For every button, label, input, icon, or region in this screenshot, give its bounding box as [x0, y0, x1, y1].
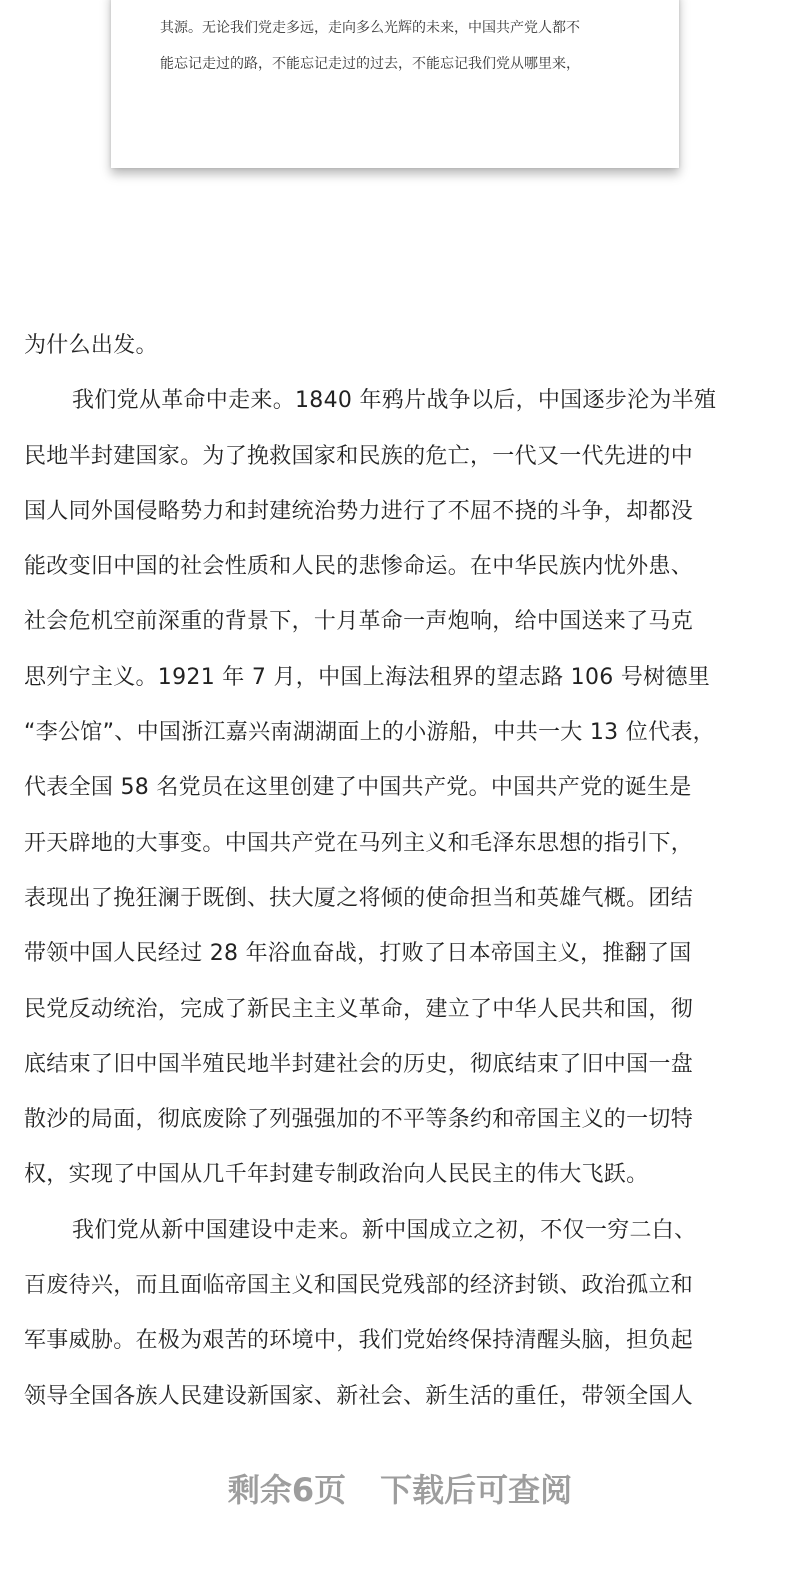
body-line: 散沙的局面，彻底废除了列强强加的不平等条约和帝国主义的一切特	[24, 1107, 694, 1133]
preview-line-2: 能忘记走过的路，不能忘记走过的过去，不能忘记我们党从哪里来，	[160, 56, 580, 72]
body-line: 开天辟地的大事变。中国共产党在马列主义和毛泽东思想的指引下，	[24, 830, 694, 856]
body-line: 能改变旧中国的社会性质和人民的悲惨命运。在中华民族内忧外患、	[24, 554, 694, 580]
body-line: 领导全国各族人民建设新国家、新社会、新生活的重任，带领全国人	[24, 1383, 694, 1409]
body-line: 国人同外国侵略势力和封建统治势力进行了不屈不挠的斗争，却都没	[24, 498, 694, 524]
body-line: 我们党从革命中走来。1840 年鸦片战争以后，中国逐步沦为半殖	[72, 388, 717, 414]
body-line: 社会危机空前深重的背景下，十月革命一声炮响，给中国送来了马克	[24, 609, 694, 635]
body-line: “李公馆”、中国浙江嘉兴南湖湖面上的小游船，中共一大 13 位代表，	[24, 720, 715, 746]
download-prompt-banner[interactable]	[0, 1462, 800, 1518]
document-body	[24, 318, 776, 1424]
body-line: 代表全国 58 名党员在这里创建了中国共产党。中国共产党的诞生是	[24, 775, 692, 801]
body-line: 军事威胁。在极为艰苦的环境中，我们党始终保持清醒头脑，担负起	[24, 1328, 694, 1354]
download-to-view-text[interactable]: 下载后可查阅	[380, 1471, 573, 1509]
body-line: 为什么出发。	[24, 333, 158, 358]
remaining-pages-text: 剩余6页	[227, 1471, 347, 1509]
preview-line-1: 其源。无论我们党走多远，走向多么光辉的未来，中国共产党人都不	[160, 20, 580, 36]
body-line: 权，实现了中国从几千年封建专制政治向人民民主的伟大飞跃。	[24, 1162, 649, 1188]
body-line: 底结束了旧中国半殖民地半封建社会的历史，彻底结束了旧中国一盘	[24, 1051, 694, 1077]
body-line: 百废待兴，而且面临帝国主义和国民党残部的经济封锁、政治孤立和	[24, 1273, 694, 1299]
body-line: 民地半封建国家。为了挽救国家和民族的危亡，一代又一代先进的中	[24, 443, 694, 469]
body-line: 我们党从新中国建设中走来。新中国成立之初，不仅一穷二白、	[72, 1217, 697, 1243]
body-line: 表现出了挽狂澜于既倒、扶大厦之将倾的使命担当和英雄气概。团结	[24, 885, 694, 911]
document-preview-card	[111, 0, 679, 168]
body-line: 民党反动统治，完成了新民主主义革命，建立了中华人民共和国，彻	[24, 996, 694, 1022]
body-line: 思列宁主义。1921 年 7 月，中国上海法租界的望志路 106 号树德里	[24, 664, 711, 690]
body-line: 带领中国人民经过 28 年浴血奋战，打败了日本帝国主义，推翻了国	[24, 941, 692, 967]
